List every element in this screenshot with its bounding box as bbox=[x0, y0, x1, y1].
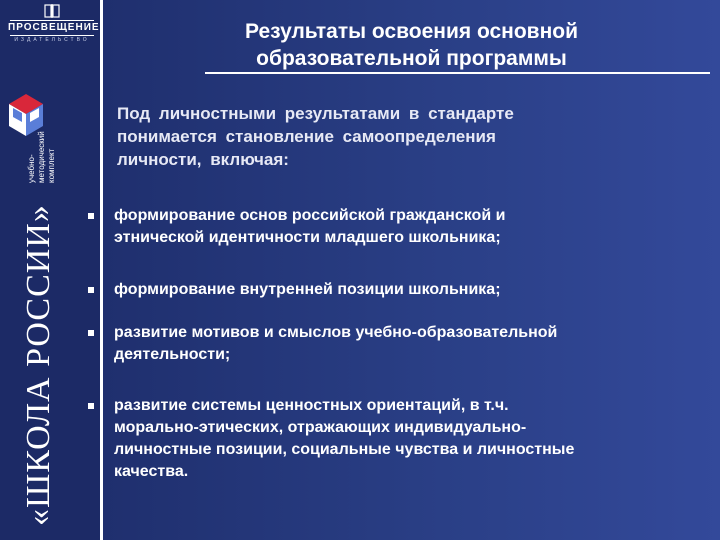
title-underline bbox=[205, 72, 710, 74]
bullet-line: развитие мотивов и смыслов учебно-образовательной bbox=[114, 324, 558, 341]
kit-label bbox=[27, 103, 57, 183]
bullet-marker-icon bbox=[88, 330, 94, 336]
bullet-text bbox=[114, 205, 708, 249]
logo-rule-top bbox=[10, 20, 94, 21]
intro-line: понимается становление самоопределения bbox=[117, 127, 496, 146]
kit-label-line: учебно- bbox=[27, 154, 36, 183]
bullet-line: развитие системы ценностных ориентаций, в т.ч. bbox=[114, 397, 509, 414]
intro-line: Под личностными результатами в стандарте bbox=[117, 104, 514, 123]
bullet-line: формирование основ российской гражданской и bbox=[114, 207, 506, 224]
logo-rule-bottom bbox=[10, 35, 94, 36]
slide-title-line: Результаты освоения основной bbox=[244, 20, 579, 43]
bullet-line: личностные позиции, социальные чувства и личностные bbox=[114, 441, 575, 458]
publisher-emblem-icon bbox=[44, 4, 60, 18]
series-name: «ШКОЛА РОССИИ» bbox=[20, 204, 57, 526]
intro-line: личности, включая: bbox=[117, 150, 289, 169]
bullet-text bbox=[114, 395, 708, 483]
kit-label-line: методический bbox=[37, 131, 46, 183]
bullet-line: деятельности; bbox=[114, 346, 231, 363]
bullet-marker-icon bbox=[88, 213, 94, 219]
bullet-marker-icon bbox=[88, 403, 94, 409]
bullet-line: формирование внутренней позиции школьника; bbox=[114, 281, 501, 298]
bullet-text bbox=[114, 322, 708, 366]
logo-brand-text: ПРОСВЕЩЕНИЕ bbox=[8, 22, 100, 33]
publisher-logo bbox=[8, 4, 100, 50]
bullet-line: морально-этических, отражающих индивидуально- bbox=[114, 419, 527, 436]
bullet-line: качества. bbox=[114, 463, 189, 480]
bullet-marker-icon bbox=[88, 287, 94, 293]
intro-paragraph bbox=[117, 102, 637, 171]
slide-title-line: образовательной программы bbox=[256, 47, 567, 70]
slide-title bbox=[103, 18, 720, 72]
bullet-line: этнической идентичности младшего школьника; bbox=[114, 229, 501, 246]
kit-label-line: комплект bbox=[47, 148, 56, 183]
bullet-text bbox=[114, 279, 708, 301]
logo-sub-text: ИЗДАТЕЛЬСТВО bbox=[14, 37, 90, 43]
